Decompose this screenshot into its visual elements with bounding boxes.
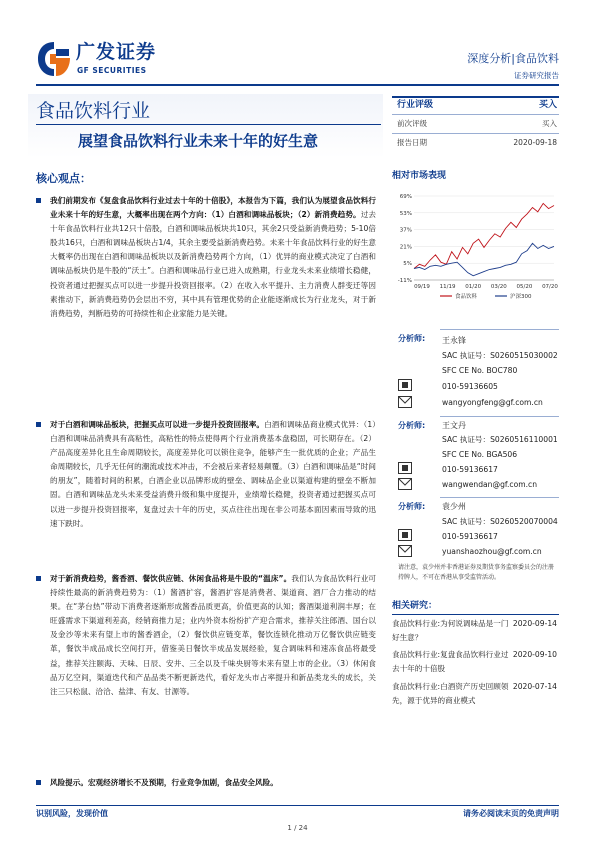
analyst-2-phone: 010-59136617: [442, 465, 498, 474]
core-point-4: [36, 776, 376, 790]
related-item-title[interactable]: 食品饮料行业:复盘食品饮料行业过去十年的十倍股: [392, 650, 509, 673]
y-tick-label: 69%: [399, 194, 412, 200]
analyst-3-name: 袁少州: [442, 502, 466, 511]
legend-label: 食品饮料: [455, 294, 478, 300]
phone-icon: [398, 529, 412, 541]
x-tick-label: 03/20: [490, 284, 507, 290]
footer-disclaimer: 请务必阅读末页的免责声明: [463, 809, 559, 818]
analyst-3-email[interactable]: yuanshaozhou@gf.com.cn: [442, 547, 542, 556]
bullet-icon: [36, 422, 41, 427]
rating-separator: [392, 114, 559, 115]
page-number: 1 / 24: [287, 824, 308, 832]
industry-underline: [36, 124, 381, 125]
core-point-1: [36, 194, 376, 321]
core-point-3: [36, 572, 376, 699]
rating-label: 行业评级: [397, 100, 434, 110]
core-points-heading: 核心观点：: [36, 172, 91, 185]
related-item[interactable]: [392, 617, 559, 644]
series-line-0: [414, 203, 554, 268]
core-point-2: [36, 418, 376, 531]
analyst-divider: [440, 416, 559, 417]
x-tick-label: 07/20: [542, 284, 558, 290]
market-performance-heading: 相对市场表现: [392, 171, 447, 181]
y-tick-label: 21%: [399, 244, 412, 251]
license-note: 请注意，袁少州并非香港证券及期货事务监察委员会的注册持牌人，不可在香港从事受监管活动。: [398, 564, 555, 581]
email-icon: [398, 545, 412, 557]
logo-english-text: GF SECURITIES: [77, 66, 147, 75]
core-point-3-text: 我们认为食品饮料行业可持续性最高的新消费趋势为：（1）酱酒扩容，酱酒扩容是消费者、渠道商、酒厂合力推动的结果。在“茅台热”带动下消费者逐渐形成酱香品质更高，价值更高的认知；酱酒渠道利润丰厚；在旺盛需求下渠道利差高，经销商推力足；业内外资本纷纷扩产迎合需求，推荐关注郎酒、国台以及金沙等未来有望上市的酱香酒企，（2）餐饮供应链变革，餐饮连锁化推动万亿餐饮供应链变革，餐饮半成品成长空间打开，借鉴美日餐饮半成品发展经验，复合调味料和速冻食品将最受益，推荐关注颐海、天味、日辰、安井、三全以及千味央厨等未来有望上市的企业。（3）休闲食品万亿空间，渠道迭代和产品品类不断更新迭代，看好龙头市占率提升和新品类龙头的成长，关注三只松鼠、洽洽、盐津、有友、甘源等。: [50, 574, 377, 696]
analyst-2-sac: SAC 执证号：S0260516110001: [442, 435, 558, 444]
relative-performance-chart: [392, 186, 559, 306]
rating-top-border: [392, 96, 559, 98]
report-title: 展望食品饮料行业未来十年的好生意: [78, 132, 319, 150]
analyst-1-role: 分析师:: [398, 334, 426, 343]
footer-slogan: 识别风险，发现价值: [36, 809, 108, 818]
analyst-3-sac: SAC 执证号：S0260520070004: [442, 517, 558, 526]
analyst-2-role: 分析师:: [398, 421, 426, 430]
previous-rating-label: 前次评级: [397, 119, 427, 128]
rating-separator: [392, 133, 559, 134]
core-point-3-bold: 对于新消费趋势，酱香酒、餐饮供应链、休闲食品将是牛股的“温床”。: [50, 574, 292, 583]
logo-mark-icon: [36, 40, 72, 78]
related-item-date: 2020-09-10: [512, 650, 557, 659]
core-point-1-bold: 我们前期发布《复盘食品饮料行业过去十年的十倍股》，本报告为下篇，我们认为展望食品饮料行业未来十年的好生意，大概率出现在两个方向：（1）白酒和调味品板块；（2）新消费趋势。: [50, 196, 376, 220]
analyst-divider: [440, 497, 559, 498]
related-item-date: 2020-07-14: [512, 682, 557, 691]
report-date-row: [392, 135, 559, 151]
core-point-2-bold: 对于白酒和调味品板块，把握买点可以进一步提升投资回报率。: [50, 420, 265, 429]
related-item-title[interactable]: 食品饮料行业:白酒资产历史回顾领先，源于优异的商业模式: [392, 682, 509, 705]
report-date-label: 报告日期: [397, 138, 427, 147]
analyst-3-role: 分析师:: [398, 502, 426, 511]
related-item-title[interactable]: 食品饮料行业:为何说调味品是一门好生意？: [392, 619, 509, 642]
core-point-2-text: 白酒和调味品商业模式优异：（1）白酒和调味品消费具有高粘性，高粘性的特点使得两个行业消费基本盘稳固，可长期存在。（2）产品高度差异化且生命周期较长，高度差异化可以锁住竞争，能够产生一批优质的企业；产品生命周期较长，几乎无任何的潮流或技术冲击，不会被后来者轻易颠覆。（3）白酒和调味品是“时间的朋友”，随着时间的积累，白酒企业以品牌形成的壁垒、调味品企业以渠道构建的壁垒不断加固。白酒和调味品龙头未来受益消费升级和集中度提升，业绩增长稳健，投资者通过把握买点可以进一步提升投资回报率，复盘过去十年的历史，买点往往出现在非公司基本面因素而导致的迅速下跌时。: [50, 420, 376, 528]
x-tick-label: 01/20: [465, 284, 482, 290]
analyst-1-sac: SAC 执证号：S0260515030002: [442, 351, 558, 360]
y-tick-label: -11%: [397, 278, 412, 284]
core-point-1-text: 过去十年食品饮料行业共12只十倍股，白酒和调味品板块共10只，其余2只受益新消费趋势；5-10倍股共16只，白酒和调味品板块占1/4，其余主要受益新消费趋势。未来十年食品饮料行业的好生意大概率仍出现在白酒和调味品板块以及新消费趋势两个方向，（1）优异的商业模式决定了白酒和调味品板块仍是牛股的“沃土”。白酒和调味品行业已进入成熟期，行业龙头未来业绩增长稳健，投资者通过把握买点可以进一步提升投资回报率。（2）在收入水平提升、主力消费人群变迁等因素推动下，新消费趋势仍会层出不穷，其中具有管理优势的企业能逐渐成长为行业龙头，对于新消费趋势，判断趋势的可持续性和企业家能力是关键。: [50, 210, 377, 318]
phone-icon: [398, 379, 412, 391]
series-line-1: [414, 243, 554, 275]
y-tick-label: 37%: [399, 227, 412, 234]
related-item-date: 2020-09-14: [512, 619, 557, 628]
related-research-heading: 相关研究：: [392, 601, 438, 611]
rating-value: 买入: [538, 100, 557, 110]
phone-icon: [398, 462, 412, 474]
industry-name: 食品饮料行业: [36, 100, 151, 122]
y-tick-label: 53%: [399, 210, 412, 217]
analyst-1-name: 王永锋: [442, 336, 466, 345]
analyst-divider: [440, 329, 559, 330]
x-tick-label: 09/19: [414, 284, 430, 290]
previous-rating-row: [392, 116, 559, 132]
x-tick-label: 05/20: [516, 284, 533, 290]
header-divider: [36, 84, 559, 86]
analyst-1-email[interactable]: wangyongfeng@gf.com.cn: [442, 398, 543, 407]
previous-rating-value: 买入: [542, 119, 557, 128]
related-research-divider: [392, 614, 559, 615]
analyst-3-phone: 010-59136617: [442, 532, 498, 541]
report-kind: 证券研究报告: [514, 71, 559, 80]
legend-label: 沪深300: [510, 294, 532, 300]
email-icon: [398, 478, 412, 490]
bullet-icon: [36, 198, 41, 203]
risk-warning: 风险提示。宏观经济增长不及预期，行业竞争加剧，食品安全风险。: [50, 778, 278, 787]
footer-divider: [36, 805, 559, 806]
email-icon: [398, 396, 412, 408]
x-tick-label: 11/19: [439, 284, 456, 290]
analyst-2-name: 王文丹: [442, 421, 466, 430]
report-type: 深度分析|食品饮料: [467, 52, 559, 65]
logo-chinese-text: 广发证券: [76, 41, 157, 63]
analyst-1-sfc: SFC CE No. BOC780: [442, 366, 518, 375]
related-item[interactable]: [392, 648, 559, 675]
analyst-2-sfc: SFC CE No. BGA506: [442, 450, 518, 459]
bullet-icon: [36, 780, 41, 785]
company-logo: [36, 40, 166, 80]
related-item[interactable]: [392, 680, 559, 707]
analyst-2-email[interactable]: wangwendan@gf.com.cn: [442, 480, 538, 489]
y-tick-label: 5%: [403, 261, 412, 268]
report-date-value: 2020-09-18: [513, 138, 557, 147]
bullet-icon: [36, 576, 41, 581]
performance-chart-svg: [392, 186, 559, 306]
analyst-1-phone: 010-59136605: [442, 382, 498, 391]
